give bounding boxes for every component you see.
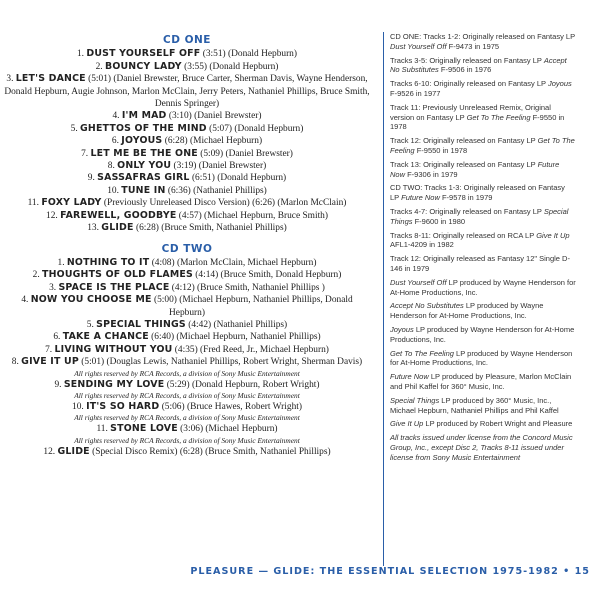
note-album-title: Get To The Feeling xyxy=(390,136,575,155)
track-number: 11. xyxy=(96,424,108,435)
note-album-title: Dust Yourself Off xyxy=(390,277,447,287)
track-item xyxy=(4,148,370,160)
note-text: Tracks 6-10: Originally released on Fantasy LP xyxy=(390,79,548,89)
track-credits: (Previously Unreleased Disco Version) (6:26) (Marlon McClain) xyxy=(101,198,347,209)
note-text: LP produced by Wayne Henderson for At-Home Productions, Inc. xyxy=(390,348,573,368)
release-notes xyxy=(390,32,576,466)
track-item xyxy=(4,222,370,234)
page-footer: PLEASURE — GLIDE: THE ESSENTIAL SELECTION 1975-1982 • 15 xyxy=(190,566,590,577)
track-credits: (3:55) (Donald Hepburn) xyxy=(181,61,279,72)
note-text: F-9550 in 1978 xyxy=(390,112,565,132)
track-title: IT'S SO HARD xyxy=(86,400,160,412)
track-credits: (6:51) (Donald Hepburn) xyxy=(189,173,287,184)
note-album-title: Dust Yourself Off xyxy=(390,41,447,51)
track-title: LET'S DANCE xyxy=(15,73,86,85)
track-number: 10. xyxy=(72,401,84,412)
release-note xyxy=(390,207,576,227)
track-credits: (4:57) (Michael Hepburn, Bruce Smith) xyxy=(176,210,328,221)
track-title: SPECIAL THINGS xyxy=(96,318,186,330)
track-title: DUST YOURSELF OFF xyxy=(86,48,201,60)
track-title: TUNE IN xyxy=(121,184,166,196)
note-album-title: Give It Up xyxy=(390,419,424,429)
release-note xyxy=(390,56,576,76)
track-item xyxy=(4,446,370,458)
note-text: F-9306 in 1979 xyxy=(405,169,458,179)
release-note xyxy=(390,419,576,429)
cd-two-tracks xyxy=(4,257,370,458)
note-text: F-9550 in 1978 xyxy=(414,145,468,155)
track-item xyxy=(4,423,370,435)
rights-notice: All rights reserved by RCA Records, a division of Sony Music Entertainment xyxy=(74,413,300,423)
note-text: LP produced by Wayne Henderson for At-Home Productions, Inc. xyxy=(390,324,575,344)
track-credits: (3:19) (Daniel Brewster) xyxy=(171,161,267,172)
note-text: LP produced by Robert Wright and Pleasure xyxy=(423,419,573,429)
release-note xyxy=(390,396,576,416)
track-credits: (6:28) (Bruce Smith, Nathaniel Phillips) xyxy=(133,223,287,234)
track-number: 7. xyxy=(81,148,89,159)
release-note xyxy=(390,136,576,156)
note-text: LP produced by Pleasure, Marlon McClain and Phil Kaffel for 360° Music, Inc. xyxy=(390,372,572,391)
note-album-title: Special Things xyxy=(390,395,440,405)
release-note xyxy=(390,278,576,298)
release-note xyxy=(390,183,576,203)
track-number: 3. xyxy=(49,282,57,293)
track-title: NOW YOU CHOOSE ME xyxy=(30,294,152,306)
note-text: F-9578 in 1979 xyxy=(439,193,493,203)
track-item xyxy=(4,172,370,184)
note-text: F-9473 in 1975 xyxy=(446,41,500,51)
track-title: TAKE A CHANCE xyxy=(62,331,149,343)
column-divider xyxy=(383,32,384,566)
note-text: AFL1-4209 in 1982 xyxy=(390,240,454,250)
track-credits: (5:29) (Donald Hepburn, Robert Wright) xyxy=(164,379,320,390)
note-text: CD ONE: Tracks 1-2: Originally released on Fantasy LP xyxy=(390,32,575,41)
track-number: 9. xyxy=(54,379,62,390)
track-number: 2. xyxy=(32,270,40,281)
note-text: Track 12: Originally released as Fantasy 12" Single D-146 in 1979 xyxy=(390,254,570,273)
note-album-title: Accept No Substitutes xyxy=(390,301,464,311)
track-credits: (6:28) (Michael Hepburn) xyxy=(162,136,263,147)
track-credits: (5:06) (Bruce Hawes, Robert Wright) xyxy=(159,401,302,412)
note-text: LP produced by Wayne Henderson for At-Home Productions, Inc. xyxy=(390,277,576,297)
track-title: THOUGHTS OF OLD FLAMES xyxy=(42,269,193,281)
track-item xyxy=(4,401,370,413)
track-item xyxy=(4,331,370,343)
track-credits: (4:42) (Nathaniel Phillips) xyxy=(185,319,288,330)
note-text: F-9600 in 1980 xyxy=(412,216,466,226)
track-title: NOTHING TO IT xyxy=(66,256,150,268)
track-credits: (5:01) (Daniel Brewster, Bruce Carter, Sherman Davis, Wayne Henderson, Donald Hepburn, Augie Johnson, Marlon McClain, Jerry Peters, Nathaniel Phillips, Bruce Smith, Dennis Springer) xyxy=(4,74,370,110)
track-number: 8. xyxy=(107,161,115,172)
rights-notice: All rights reserved by RCA Records, a division of Sony Music Entertainment xyxy=(74,435,300,445)
track-credits: (Special Disco Remix) (6:28) (Bruce Smith, Nathaniel Phillips) xyxy=(89,446,331,457)
track-item xyxy=(4,269,370,281)
release-note xyxy=(390,79,576,99)
note-text: Tracks 8-11: Originally released on RCA LP xyxy=(390,230,537,240)
track-item xyxy=(4,73,370,110)
track-number: 5. xyxy=(70,123,78,134)
release-note xyxy=(390,372,576,392)
note-text: CD TWO: Tracks 1-3: Originally released on Fantasy LP xyxy=(390,183,565,203)
track-title: LET ME BE THE ONE xyxy=(90,147,198,159)
track-title: FAREWELL, GOODBYE xyxy=(60,209,177,221)
tracklist xyxy=(4,32,370,458)
track-title: JOYOUS xyxy=(121,135,163,147)
track-number: 4. xyxy=(21,295,29,306)
track-title: GIVE IT UP xyxy=(21,356,79,368)
note-album-title: Get To The Feeling xyxy=(390,348,454,358)
track-title: LIVING WITHOUT YOU xyxy=(54,343,173,355)
note-text: Tracks 4-7: Originally released on Fantasy LP xyxy=(390,206,544,216)
track-title: BOUNCY LADY xyxy=(104,60,182,72)
release-note xyxy=(390,231,576,251)
track-item xyxy=(4,210,370,222)
track-number: 1. xyxy=(76,49,85,60)
track-credits: (6:40) (Michael Hepburn, Nathaniel Phillips) xyxy=(148,332,321,343)
track-title: GHETTOS OF THE MIND xyxy=(80,122,207,134)
note-album-title: Joyous xyxy=(548,79,572,89)
track-credits: (3:51) (Donald Hepburn) xyxy=(200,49,297,60)
track-number: 7. xyxy=(45,344,53,355)
track-title: I'M MAD xyxy=(121,110,167,122)
release-note xyxy=(390,325,576,345)
note-text: Track 13: Originally released on Fantasy LP xyxy=(390,159,538,169)
note-text: Track 12: Originally released on Fantasy LP xyxy=(390,136,538,146)
track-title: SENDING MY LOVE xyxy=(63,378,165,390)
track-number: 4. xyxy=(112,111,120,122)
track-number: 12. xyxy=(46,210,58,221)
track-credits: (4:35) (Fred Reed, Jr., Michael Hepburn) xyxy=(172,344,329,355)
release-note xyxy=(390,433,576,462)
note-album-title: All tracks issued under license from the Concord Music Group, Inc., except Disc 2, Tracks 8-11 issued under license from Sony Music Entertainment xyxy=(390,433,573,462)
track-title: GLIDE xyxy=(101,222,134,234)
track-item xyxy=(4,344,370,356)
track-number: 12. xyxy=(43,446,56,457)
track-item xyxy=(4,123,370,135)
track-title: ONLY YOU xyxy=(117,160,172,172)
track-title: SASSAFRAS GIRL xyxy=(97,172,190,184)
note-text: F-9526 in 1977 xyxy=(390,88,441,98)
track-credits: (6:36) (Nathaniel Phillips) xyxy=(165,185,267,196)
track-item xyxy=(4,110,370,122)
track-item xyxy=(4,160,370,172)
track-number: 9. xyxy=(87,173,95,184)
note-text: LP produced by Wayne Henderson for At-Home Productions, Inc. xyxy=(390,301,544,321)
track-item xyxy=(4,282,370,294)
note-album-title: Joyous xyxy=(390,324,414,334)
track-item xyxy=(4,135,370,147)
release-note xyxy=(390,160,576,180)
track-number: 3. xyxy=(6,74,14,85)
note-album-title: Accept No Substitutes xyxy=(390,55,567,75)
track-credits: (4:08) (Marlon McClain, Michael Hepburn) xyxy=(149,257,317,268)
track-item xyxy=(4,185,370,197)
track-credits: (4:14) (Bruce Smith, Donald Hepburn) xyxy=(192,270,342,281)
track-number: 6. xyxy=(111,136,119,147)
rights-notice: All rights reserved by RCA Records, a division of Sony Music Entertainment xyxy=(74,390,300,400)
track-item xyxy=(4,61,370,73)
note-album-title: Future Now xyxy=(401,193,440,203)
rights-notice: All rights reserved by RCA Records, a division of Sony Music Entertainment xyxy=(74,368,300,378)
note-album-title: Future Now xyxy=(390,159,560,179)
track-number: 1. xyxy=(57,257,65,268)
track-item xyxy=(4,356,370,368)
note-text: LP produced by 360° Music, Inc., Michael Hepburn, Nathaniel Phillips and Phil Kaffel xyxy=(390,395,559,415)
track-credits: (5:00) (Michael Hepburn, Nathaniel Phillips, Donald Hepburn) xyxy=(151,295,353,318)
track-credits: (3:06) (Michael Hepburn) xyxy=(177,424,278,435)
note-text: F-9506 in 1976 xyxy=(438,65,492,75)
track-credits: (5:01) (Douglas Lewis, Nathaniel Phillips, Robert Wright, Sherman Davis) xyxy=(78,357,363,368)
note-text: Track 11: Previously Unreleased Remix, Original version on Fantasy LP xyxy=(390,102,551,122)
note-album-title: Give It Up xyxy=(536,230,570,240)
note-text: Tracks 3-5: Originally released on Fantasy LP xyxy=(390,55,544,65)
track-title: SPACE IS THE PLACE xyxy=(58,281,170,293)
cd-two-heading: CD TWO xyxy=(161,242,213,255)
track-title: FOXY LADY xyxy=(41,197,102,209)
track-credits: (5:09) (Daniel Brewster) xyxy=(197,148,293,159)
track-number: 5. xyxy=(86,319,94,330)
track-credits: (5:07) (Donald Hepburn) xyxy=(206,123,304,134)
track-item xyxy=(4,197,370,209)
track-item xyxy=(4,379,370,391)
release-note xyxy=(390,32,576,52)
release-note xyxy=(390,349,576,369)
track-number: 8. xyxy=(11,357,19,368)
track-credits: (4:12) (Bruce Smith, Nathaniel Phillips ) xyxy=(169,282,325,293)
track-credits: (3:10) (Daniel Brewster) xyxy=(166,111,262,122)
release-note xyxy=(390,254,576,274)
track-number: 6. xyxy=(53,332,61,343)
track-item xyxy=(4,257,370,269)
release-note xyxy=(390,103,576,132)
track-number: 13. xyxy=(87,223,99,234)
note-album-title: Future Now xyxy=(390,372,429,382)
track-item xyxy=(4,319,370,331)
note-album-title: Get To The Feeling xyxy=(466,112,531,122)
cd-one-heading: CD ONE xyxy=(163,34,211,46)
track-item xyxy=(4,48,370,60)
track-number: 10. xyxy=(107,185,119,196)
track-number: 11. xyxy=(27,198,39,209)
track-title: GLIDE xyxy=(57,445,90,457)
track-number: 2. xyxy=(95,61,103,72)
note-album-title: Special Things xyxy=(390,206,569,226)
track-title: STONE LOVE xyxy=(110,423,178,435)
track-item xyxy=(4,294,370,319)
release-note xyxy=(390,301,576,321)
cd-one-tracks xyxy=(4,48,370,234)
